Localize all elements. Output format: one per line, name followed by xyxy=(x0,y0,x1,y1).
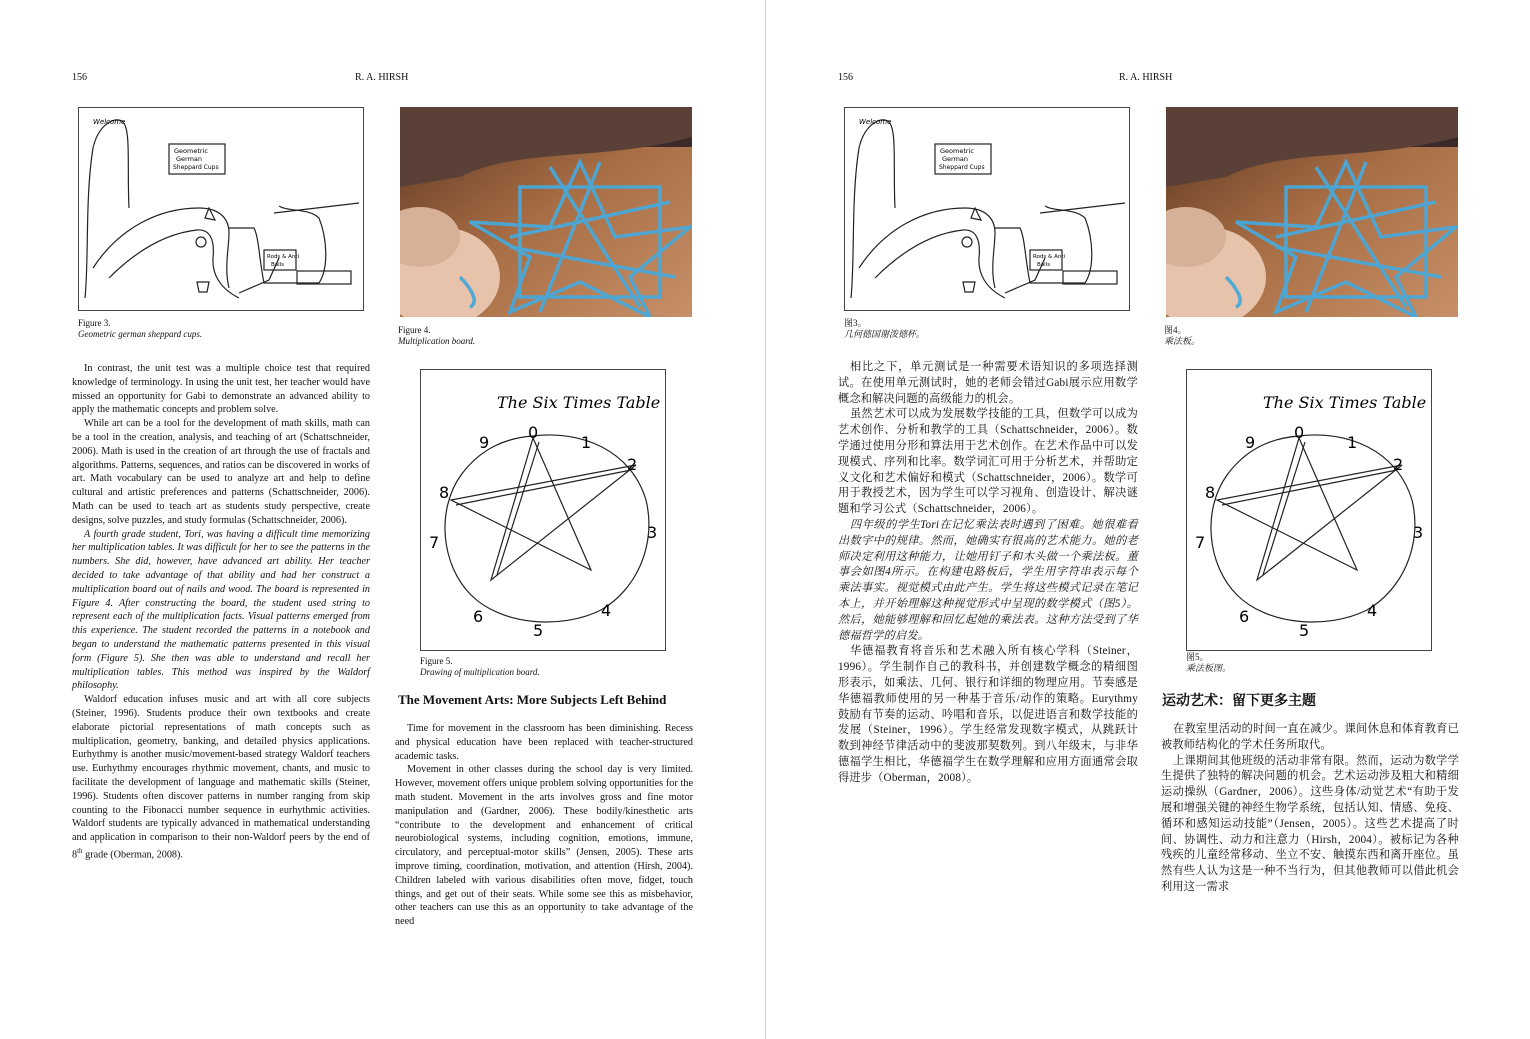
figure-3-caption xyxy=(844,318,925,340)
sketch-num-0: 0 xyxy=(528,423,539,442)
sketch-rods-line1: Rods & Anti xyxy=(1033,254,1066,260)
figure-4-photo xyxy=(400,107,692,317)
paragraph: 四年级的学生Tori在记忆乘法表时遇到了困难。她很难看出数字中的规律。然而，她确实有很高的艺术能力。她的老师决定利用这种能力，让她用钉子和木头做一个乘法板。董事会如图4所示。在构建电路板后，学生用字符串表示每个乘法事实。视觉模式由此产生。学生将这些模式记录在笔记本上，并开始理解这种视觉形式中呈现的数学模式（图5）。然后，她能够理解和回忆起她的乘法表。这种方法受到了华德福哲学的启发。 xyxy=(838,518,1138,642)
sketch-num-5: 5 xyxy=(533,621,544,640)
paragraph: Movement in other classes during the school day is very limited. However, movement offers unique problem solving opportunities for the math student. Movement in the arts involves gross and fine motor manipulation and (Gardner, 2006). These bodily/kinesthetic arts “contribute to the development and enhancement of critical neurobiological systems, including cognition, emotions, immune, circulatory, and perceptual-motor skills” (Jensen, 2005). These arts improve timing, coordination, motivation, and attention (Hirsh, 2004). Children labeled with various disabilities often move, fidget, touch things, and get out of their seats. While some see this as misbehavior, other teachers can use this as an opportunity to take advantage of the need xyxy=(395,764,693,928)
figure-5-drawing xyxy=(1186,369,1432,651)
sketch-geo-line1: Geometric xyxy=(174,147,208,155)
figure-5-title: 乘法板图。 xyxy=(1186,663,1232,673)
sketch-num-6: 6 xyxy=(1239,607,1250,626)
section-heading: The Movement Arts: More Subjects Left Behind xyxy=(398,692,667,707)
figure-4-label: Figure 4. xyxy=(398,325,431,335)
figure-3-label: 图3。 xyxy=(844,318,867,328)
superscript: th xyxy=(77,846,83,855)
multiplication-board-photo xyxy=(400,107,692,317)
figure-3-drawing xyxy=(844,107,1130,311)
sketch-title: The Six Times Table xyxy=(1263,393,1427,412)
paragraph: 相比之下，单元测试是一种需要术语知识的多项选择测试。在使用单元测试时，她的老师会错过Gabi展示应用数学概念和解决问题的高级能力的机会。 xyxy=(838,361,1138,405)
figure-4-caption xyxy=(1164,325,1200,347)
running-head: R. A. HIRSH xyxy=(1119,72,1173,83)
sketch-num-3: 3 xyxy=(1413,523,1424,542)
paragraph-text: Waldorf education infuses music and art with all core subjects (Steiner, 1996). Students produce their own textbooks and create elaborate pictorial representations of math concepts such as multiplication, geometry, banking, and detailed physics applications. Eurhythmy is another music/movement-based strategy Waldorf teachers use. Eurhythmy encourages rhythmic movement, chants, and music to facilitate the development of language and mathematic skills (Steiner, 1996). Students often discover patterns in number ranging from skip counting to the Fibonacci number sequence in eurhythmic activities. Waldorf students are typically advanced in mathematical understanding and application in comparison to their non-Waldorf peers by the end of 8 xyxy=(72,694,370,861)
figure-4-caption xyxy=(398,325,475,347)
paragraph: Time for movement in the classroom has been diminishing. Recess and physical education have been replaced with teacher-structured academic tasks. xyxy=(395,723,693,762)
paragraph-text-end: grade (Oberman, 2008). xyxy=(82,849,183,861)
figure-3-drawing xyxy=(78,107,364,311)
figure-5-caption xyxy=(420,656,540,678)
paragraph: 虽然艺术可以成为发展数学技能的工具，但数学可以成为艺术创作、分析和教学的工具（Schattschneider，2006）。数学通过使用分形和算法用于艺术创作。在艺术作品中可以发现模式、序列和比率。数学词汇可用于分析艺术，并帮助定义文化和艺术偏好和模式（Schattschneider，2006）。数学可用于教授艺术，因为学生可以学习视角、创造设计、解决谜题和学习公式（Schattschneider，2006）。 xyxy=(838,408,1138,516)
section-heading: 运动艺术：留下更多主题 xyxy=(1162,693,1316,709)
sketch-geo-line2: German xyxy=(176,155,203,163)
sketch-welcome-text: Welcome xyxy=(859,118,892,126)
paragraph xyxy=(72,693,370,862)
sketch-num-4: 4 xyxy=(1367,601,1378,620)
sketch-num-1: 1 xyxy=(1347,433,1358,452)
sketch-num-8: 8 xyxy=(439,483,450,502)
sketch-num-8: 8 xyxy=(1205,483,1216,502)
figure-5-drawing xyxy=(420,369,666,651)
english-column-1 xyxy=(72,362,370,862)
figure-4-label: 图4。 xyxy=(1164,325,1187,335)
sketch-geo-line2: German xyxy=(942,155,969,163)
sketch-num-5: 5 xyxy=(1299,621,1310,640)
sketch-num-3: 3 xyxy=(647,523,658,542)
figure-5-caption xyxy=(1186,652,1231,674)
sketch-num-9: 9 xyxy=(1245,433,1256,452)
figure-4-title: 乘法板。 xyxy=(1164,336,1201,346)
paragraph: In contrast, the unit test was a multiple choice test that required knowledge of terminology. In using the unit test, her teacher would have missed an opportunity for Gabi to demonstrate an advanced ability to apply the mathematic concepts and problem solve. xyxy=(72,363,370,416)
paragraph: 在教室里活动的时间一直在减少。课间休息和体育教育已被教师结构化的学术任务所取代。 xyxy=(1161,723,1459,751)
sheppard-cups-sketch xyxy=(79,108,363,310)
sketch-num-7: 7 xyxy=(429,533,440,552)
chinese-column-1 xyxy=(838,360,1138,787)
chinese-page xyxy=(765,0,1530,1039)
sketch-num-2: 2 xyxy=(1393,455,1404,474)
figure-5-label: 图5。 xyxy=(1186,652,1209,662)
page-number: 156 xyxy=(838,72,853,83)
sketch-num-7: 7 xyxy=(1195,533,1206,552)
sketch-rods-line2: Balls xyxy=(271,262,285,268)
sketch-title: The Six Times Table xyxy=(497,393,661,412)
figure-3-title: 几何德国谢泼德杯。 xyxy=(844,329,926,339)
sketch-num-0: 0 xyxy=(1294,423,1305,442)
figure-4-photo xyxy=(1166,107,1458,317)
sheppard-cups-sketch xyxy=(845,108,1129,310)
six-times-table-sketch xyxy=(421,370,665,650)
paragraph: 华德福教育将音乐和艺术融入所有核心学科（Steiner，1996）。学生制作自己的教科书，并创建数学概念的精细图形表示，如乘法、几何、银行和详细的物理应用。节奏感是华德福教师使用的另一种基于音乐/动作的策略。Eurythmy鼓励有节奏的运动、吟唱和音乐，以促进语言和数学技能的发展（Steiner，1996）。学生经常发现数字模式，从跳跃计数到神经节律活动中的斐波那契数列。到八年级末，与非华德福学生相比，华德福学生在数学理解和应用方面通常会取得进步（Oberman，2008）。 xyxy=(838,645,1138,784)
sketch-num-1: 1 xyxy=(581,433,592,452)
sketch-geo-line3: Sheppard Cups xyxy=(173,164,219,171)
figure-5-title: Drawing of multiplication board. xyxy=(420,667,540,677)
chinese-column-2 xyxy=(1161,722,1459,896)
figure-3-title: Geometric german sheppard cups. xyxy=(78,329,203,339)
sketch-geo-line1: Geometric xyxy=(940,147,974,155)
sketch-welcome-text: Welcome xyxy=(93,118,126,126)
page-number: 156 xyxy=(72,72,87,83)
figure-4-title: Multiplication board. xyxy=(398,336,476,346)
paragraph: While art can be a tool for the development of math skills, math can be a tool in the creation, analysis, and teaching of art (Schattschneider, 2006). Math is used in the creation of art through the use of fractals and algorithms. Patterns, sequences, and ratios can be discovered in works of art. Math vocabulary can be used to analyze art and help to define cultural and artistic preferences and patterns (Schattschneider, 2006). Math can be used to teach art as students study perspective, create designs, solve puzzles, and study formulas (Schattschneider, 2006). xyxy=(72,418,370,526)
figure-3-caption xyxy=(78,318,202,340)
six-times-table-sketch xyxy=(1187,370,1431,650)
sketch-rods-line2: Balls xyxy=(1037,262,1051,268)
sketch-num-2: 2 xyxy=(627,455,638,474)
sketch-geo-line3: Sheppard Cups xyxy=(939,164,985,171)
sketch-num-4: 4 xyxy=(601,601,612,620)
figure-3-label: Figure 3. xyxy=(78,318,111,328)
figure-5-label: Figure 5. xyxy=(420,656,453,666)
running-head: R. A. HIRSH xyxy=(355,72,409,83)
sketch-num-9: 9 xyxy=(479,433,490,452)
multiplication-board-photo xyxy=(1166,107,1458,317)
sketch-rods-line1: Rods & Anti xyxy=(267,254,300,260)
paragraph: 上课期间其他班级的活动非常有限。然而，运动为数学学生提供了独特的解决问题的机会。艺术运动涉及粗大和精细运动操纵（Gardner，2006）。这些身体/动觉艺术“有助于发展和增强关键的神经生物学系统，包括认知、情感、免疫、循环和感知运动技能”（Jensen，2005）。这些艺术提高了时间、协调性、动力和注意力（Hirsh，2004）。被标记为各种残疾的儿童经常移动、坐立不安、触摸东西和离开座位。虽然有些人认为这是一种不当行为，但其他教师可以借此机会利用这一需求 xyxy=(1161,754,1459,893)
sketch-num-6: 6 xyxy=(473,607,484,626)
english-column-2 xyxy=(395,722,693,929)
paragraph: A fourth grade student, Tori, was having a difficult time memorizing her multiplication tables. It was difficult for her to see the patterns in the numbers. She did, however, have advanced art ability. Her teacher decided to take advantage of that ability and had her construct a multiplication board out of nails and wood. The board is represented in Figure 4. After constructing the board, the student used string to represent each of the multiplication facts. Visual patterns emerged from this experience. The student recorded the patterns in a notebook and began to understand the mathematic patterns presented in this visual form (Figure 5). She then was able to understand and recall her multiplication tables. This method was inspired by the Waldorf philosophy. xyxy=(72,528,370,692)
